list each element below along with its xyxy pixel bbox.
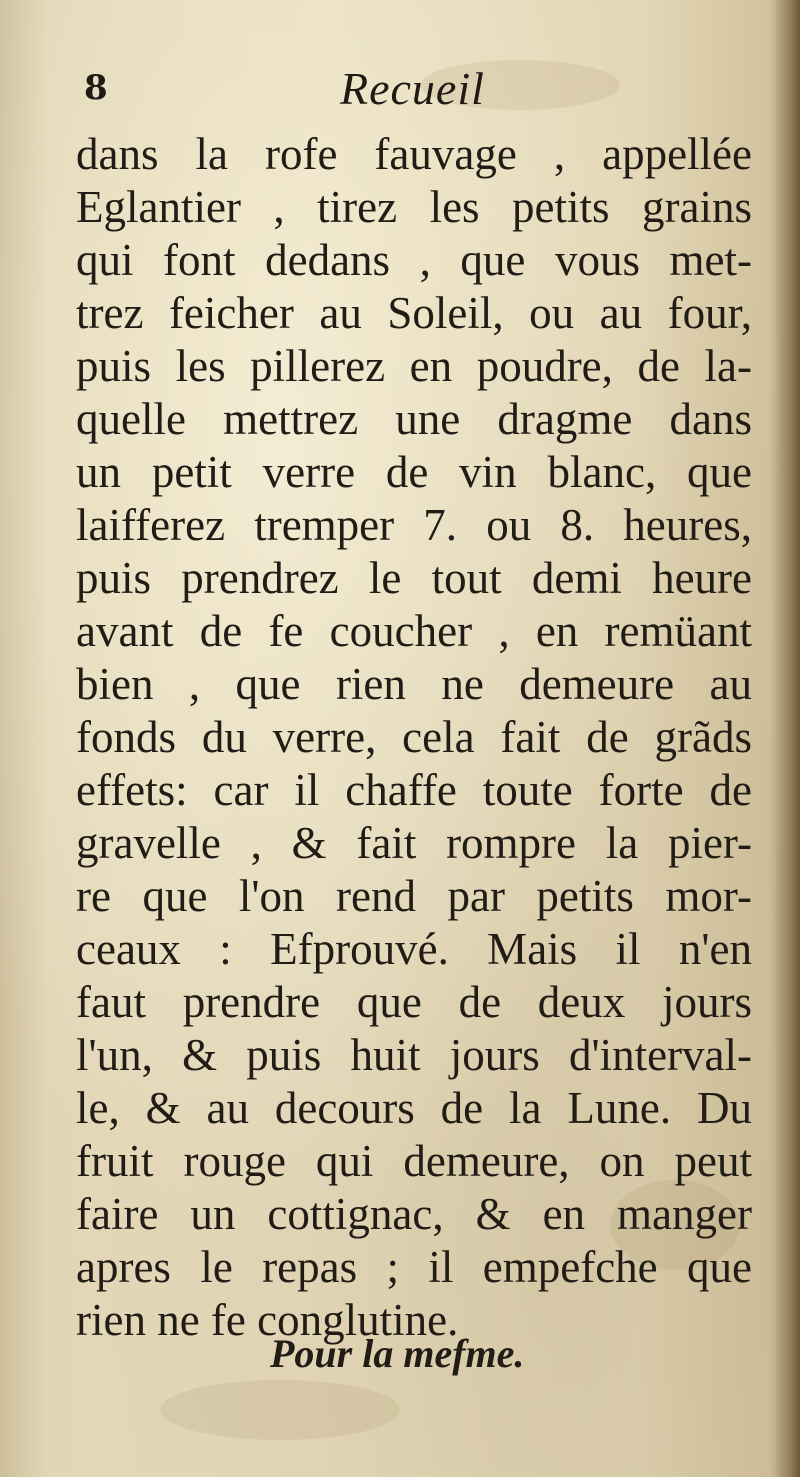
text-line: avant de fe coucher , en remüant [76,606,752,656]
running-title: Recueil [340,63,485,114]
text-line: gravelle , & fait rompre la pier- [76,818,752,868]
text-line: dans la rofe fauvage , appellée [76,129,752,179]
page-number: 8 [84,68,108,108]
text-line: le, & au decours de la Lune. Du [76,1083,752,1133]
text-line: l'un, & puis huit jours d'interval- [76,1030,752,1080]
text-line: qui font dedans , que vous met- [76,235,752,285]
text-line: bien , que rien ne demeure au [76,659,752,709]
text-line: quelle mettrez une dragme dans [76,394,752,444]
text-line: trez feicher au Soleil, ou au four, [76,288,752,338]
text-line: re que l'on rend par petits mor- [76,871,752,921]
text-line: faut prendre que de deux jours [76,977,752,1027]
page-gutter-edge [774,0,800,1477]
body-text [76,128,752,1347]
text-line: laifferez tremper 7. ou 8. heures, [76,500,752,550]
section-heading: Pour la mefme. [270,1331,525,1376]
text-line: faire un cottignac, & en manger [76,1189,752,1239]
running-head [84,62,724,122]
text-line: puis prendrez le tout demi heure [76,553,752,603]
text-line: un petit verre de vin blanc, que [76,447,752,497]
text-line: puis les pillerez en poudre, de la- [76,341,752,391]
text-line: fonds du verre, cela fait de grãds [76,712,752,762]
text-line: apres le repas ; il empefche que [76,1242,752,1292]
text-line: ceaux : Efprouvé. Mais il n'en [76,924,752,974]
paper-stain [160,1380,400,1440]
text-line: fruit rouge qui demeure, on peut [76,1136,752,1186]
text-line: Eglantier , tirez les petits grains [76,182,752,232]
text-line: effets: car il chaffe toute forte de [76,765,752,815]
text-line: rien ne fe conglutine. [76,1295,459,1345]
